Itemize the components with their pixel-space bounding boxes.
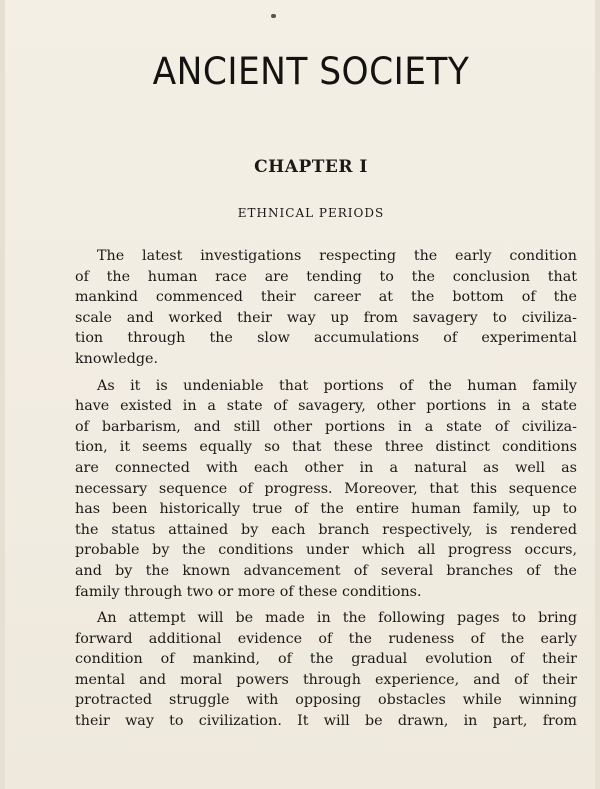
paragraph-2	[45, 376, 577, 603]
section-heading: ETHNICAL PERIODS	[237, 206, 385, 220]
text-line: and by the known advancement of several branches of the	[75, 562, 577, 579]
text-line: their way to civilization. It will be drawn, in part, from	[75, 713, 577, 730]
text-line: forward additional evidence of the rudeness of the early	[75, 630, 577, 647]
text-line: probable by the conditions under which all progress occurs,	[75, 542, 577, 559]
paragraph-1	[45, 246, 577, 370]
book-title: ANCIENT SOCIETY	[152, 50, 470, 93]
text-line: mental and moral powers through experience, and of their	[75, 671, 577, 688]
body-text	[45, 246, 577, 738]
paragraph-3	[45, 608, 577, 732]
chapter-heading: CHAPTER I	[254, 157, 368, 177]
text-line: knowledge.	[75, 350, 159, 367]
text-line: of barbarism, and still other portions in a state of civiliza-	[75, 418, 577, 435]
text-line: condition of mankind, of the gradual evolution of their	[75, 651, 577, 668]
text-line: has been historically true of the entire human family, up to	[75, 501, 577, 518]
ink-mark	[271, 14, 276, 18]
text-line: protracted struggle with opposing obstacles while winning	[75, 692, 577, 709]
bleed-through-text	[25, 0, 585, 21]
text-line: An attempt will be made in the following pages to bring	[97, 610, 577, 627]
text-line: As it is undeniable that portions of the human family	[97, 377, 577, 394]
text-line: The latest investigations respecting the early condition	[97, 248, 577, 264]
text-line: have existed in a state of savagery, other portions in a state	[75, 398, 577, 415]
text-line: scale and worked their way up from savagery to civiliza-	[75, 309, 577, 326]
text-line: tion, it seems equally so that these three distinct conditions	[75, 439, 577, 456]
text-line: are connected with each other in a natural as well as	[75, 459, 577, 476]
text-line: of the human race are tending to the conclusion that	[75, 268, 577, 285]
text-line: mankind commenced their career at the bottom of the	[75, 289, 577, 306]
text-line: family through two or more of these conditions.	[75, 583, 422, 600]
text-line: necessary sequence of progress. Moreover, that this sequence	[75, 480, 577, 497]
text-line: tion through the slow accumulations of experimental	[75, 330, 577, 347]
text-line: the status attained by each branch respectively, is rendered	[75, 521, 577, 538]
